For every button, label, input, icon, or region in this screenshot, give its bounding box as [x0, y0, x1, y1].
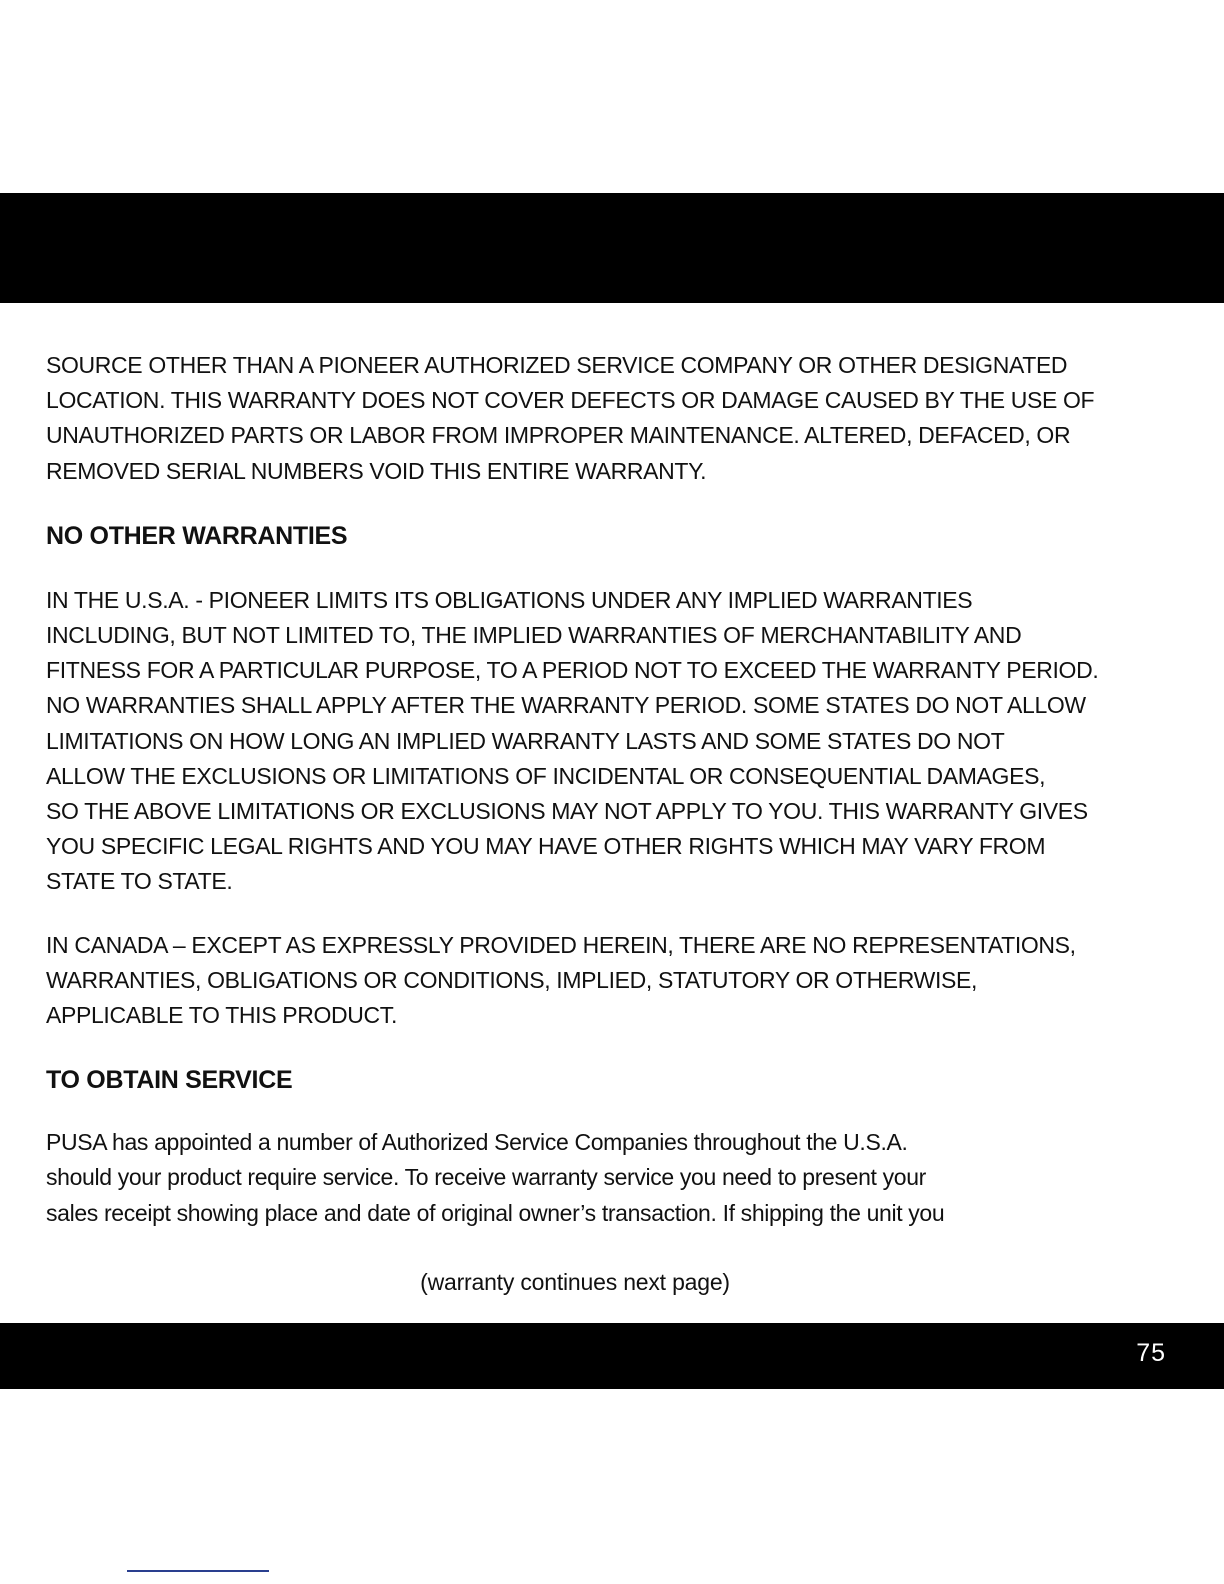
- footer-rule: [127, 1570, 269, 1572]
- header-band: [0, 193, 1224, 303]
- canada-paragraph: IN CANADA – EXCEPT AS EXPRESSLY PROVIDED HEREIN, THERE ARE NO REPRESENTATIONS, WARRANTIES, OBLIGATIONS OR CONDITIONS, IMPLIED, STATUTORY OR OTHERWISE, APPLICABLE TO THIS PRODUCT.: [46, 931, 1076, 1029]
- service-paragraph: PUSA has appointed a number of Authorized Service Companies throughout the U.S.A. should your product require service. To receive warranty service you need to present your sales receipt showing place and date of original owner’s transaction. If shipping the unit you: [46, 1129, 945, 1226]
- footer-band: [0, 1323, 1224, 1389]
- continuation-note: (warranty continues next page): [420, 1269, 730, 1295]
- page-number: 75: [1136, 1339, 1166, 1367]
- intro-paragraph: SOURCE OTHER THAN A PIONEER AUTHORIZED SERVICE COMPANY OR OTHER DESIGNATED LOCATION. THIS WARRANTY DOES NOT COVER DEFECTS OR DAMAGE CAUSED BY THE USE OF UNAUTHORIZED PARTS OR LABOR FROM IMPROPER MAINTENANCE. ALTERED, DEFACED, OR REMOVED SERIAL NUMBERS VOID THIS ENTIRE WARRANTY.: [46, 352, 1095, 484]
- no-other-warranties-heading: NO OTHER WARRANTIES: [46, 521, 348, 550]
- to-obtain-service-heading: TO OBTAIN SERVICE: [46, 1066, 293, 1095]
- warranty-body: [46, 348, 1176, 1231]
- usa-paragraph: IN THE U.S.A. - PIONEER LIMITS ITS OBLIGATIONS UNDER ANY IMPLIED WARRANTIES INCLUDING, BUT NOT LIMITED TO, THE IMPLIED WARRANTIES OF MERCHANTABILITY AND FITNESS FOR A PARTICULAR PURPOSE, TO A PERIOD NOT TO EXCEED THE WARRANTY PERIOD. NO WARRANTIES SHALL APPLY AFTER THE WARRANTY PERIOD. SOME STATES DO NOT ALLOW LIMITATIONS ON HOW LONG AN IMPLIED WARRANTY LASTS AND SOME STATES DO NOT ALLOW THE EXCLUSIONS OR LIMITATIONS OF INCIDENTAL OR CONSEQUENTIAL DAMAGES, SO THE ABOVE LIMITATIONS OR EXCLUSIONS MAY NOT APPLY TO YOU. THIS WARRANTY GIVES YOU SPECIFIC LEGAL RIGHTS AND YOU MAY HAVE OTHER RIGHTS WHICH MAY VARY FROM STATE TO STATE.: [46, 586, 1099, 895]
